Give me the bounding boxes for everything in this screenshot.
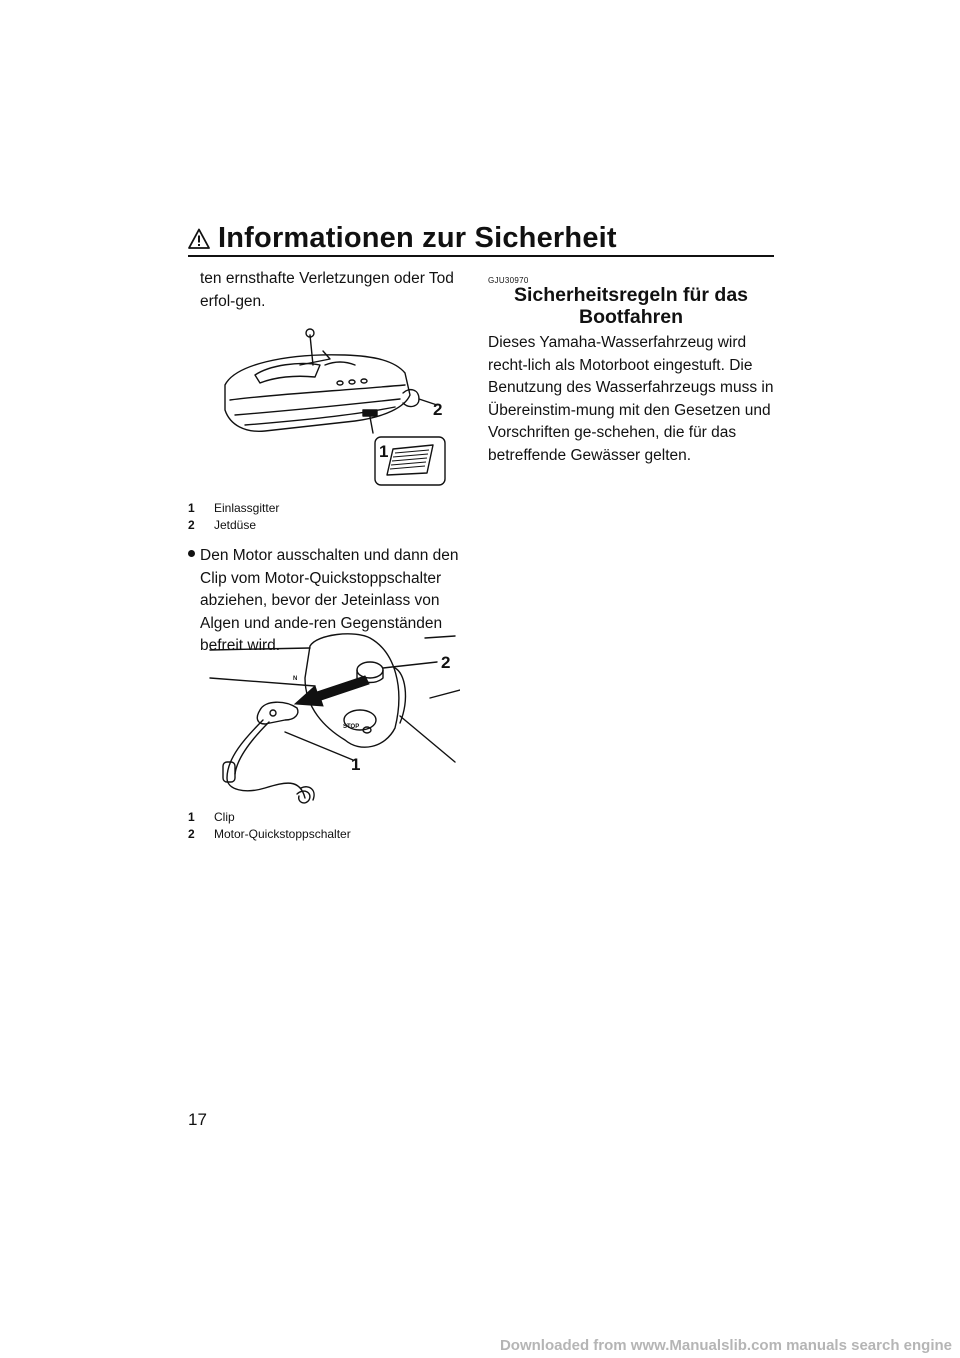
- section-code: GJU30970: [488, 276, 529, 285]
- intro-paragraph: ten ernsthafte Verletzungen oder Tod erfol-gen.: [200, 270, 454, 310]
- right-body: [488, 332, 778, 467]
- page-title: Informationen zur Sicherheit: [218, 222, 617, 254]
- bullet-icon: [188, 550, 195, 557]
- figure2-caption: [188, 809, 351, 843]
- stop-switch-figure: [205, 628, 460, 808]
- stop-label: STOP: [343, 724, 360, 730]
- warning-icon: [188, 228, 210, 250]
- figure2-callout-2: 2: [441, 653, 451, 672]
- caption-item: 1 Clip: [188, 810, 235, 824]
- page-number: 17: [188, 1110, 207, 1129]
- figure1-callout-2: 2: [433, 400, 443, 419]
- left-intro: [188, 268, 470, 313]
- n-label: N: [293, 676, 298, 682]
- caption-item: 2 Jetdüse: [188, 518, 257, 532]
- caption-item: 1 Einlassgitter: [188, 501, 280, 515]
- page-header: [188, 222, 774, 258]
- figure1-caption: [188, 500, 279, 534]
- section-paragraph: Dieses Yamaha-Wasserfahrzeug wird recht-lich als Motorboot eingestuft. Die Benutzung des Wasserfahrzeugs muss in Übereinstim-mung mit den Gesetzen und Vorschriften ge-schehen, die für das betreffende Gewässer gelten.: [488, 334, 774, 464]
- header-rule: [188, 255, 774, 257]
- footer-watermark: Downloaded from www.Manualslib.com manuals search engine: [499, 1337, 952, 1354]
- figure2-callout-1: 1: [351, 755, 361, 774]
- section-heading: Sicherheitsregeln für das Bootfahren: [513, 284, 749, 328]
- bullet-text: Den Motor ausschalten und dann den Clip vom Motor-Quickstoppschalter abziehen, bevor der Jeteinlass von Algen und ande-ren Gegenständen befreit wird.: [200, 547, 459, 654]
- watercraft-figure: [205, 325, 455, 490]
- figure1-callout-1: 1: [379, 442, 389, 461]
- caption-item: 2 Motor-Quickstoppschalter: [188, 827, 351, 841]
